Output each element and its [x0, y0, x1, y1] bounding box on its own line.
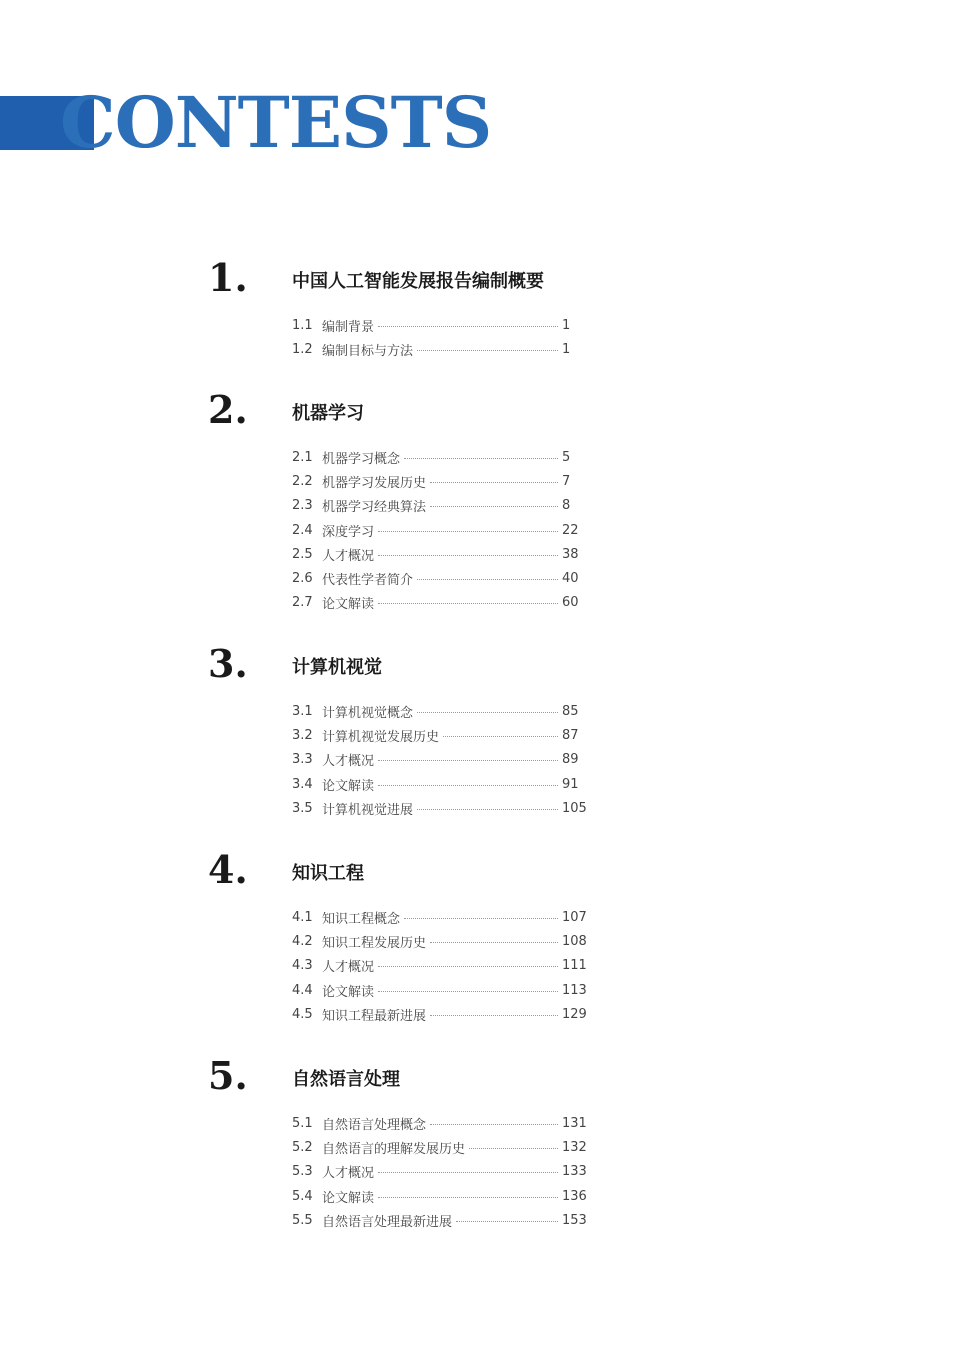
entry-page-number: 129: [562, 1006, 587, 1022]
entry-number: 4.4: [292, 982, 313, 998]
entry-page-number: 8: [562, 498, 571, 514]
entry-number: 1.1: [292, 317, 313, 333]
dot-leader: [417, 350, 558, 351]
entry-title: 人才概况: [322, 548, 375, 564]
toc-entry[interactable]: [292, 1208, 592, 1232]
section-number: 2.: [208, 387, 248, 432]
entry-title: 知识工程发展历史: [322, 935, 427, 951]
dot-leader: [378, 1172, 558, 1173]
toc-entry[interactable]: [292, 591, 592, 615]
dot-leader: [378, 531, 558, 532]
entry-number: 3.4: [292, 776, 313, 792]
toc-entry[interactable]: [292, 494, 592, 518]
toc-entry[interactable]: [292, 1135, 592, 1159]
entry-number: 5.3: [292, 1164, 313, 1180]
dot-leader: [404, 918, 558, 919]
section-number: 1.: [208, 255, 248, 300]
entry-page-number: 87: [562, 727, 579, 743]
entry-number: 2.6: [292, 571, 313, 587]
dot-leader: [378, 966, 558, 967]
entry-title: 代表性学者简介: [322, 573, 414, 589]
entry-page-number: 5: [562, 449, 571, 465]
dot-leader: [404, 458, 558, 459]
dot-leader: [430, 1124, 558, 1125]
toc-entry[interactable]: [292, 337, 592, 361]
dot-leader: [378, 603, 558, 604]
entry-number: 4.5: [292, 1006, 313, 1022]
dot-leader: [378, 326, 558, 327]
entry-title: 计算机视觉发展历史: [322, 729, 440, 745]
entry-title: 计算机视觉概念: [322, 705, 414, 721]
entry-title: 机器学习概念: [322, 451, 401, 467]
entry-page-number: 153: [562, 1212, 587, 1228]
section-number: 5.: [208, 1053, 248, 1098]
section-entries: [292, 699, 592, 820]
section-entries: [292, 905, 592, 1026]
entry-page-number: 108: [562, 933, 587, 949]
entry-title: 计算机视觉进展: [322, 802, 414, 818]
toc-entry[interactable]: [292, 1111, 592, 1135]
toc-entry[interactable]: [292, 518, 592, 542]
section-entries: [292, 1111, 592, 1232]
toc-entry[interactable]: [292, 978, 592, 1002]
dot-leader: [430, 942, 558, 943]
section-title[interactable]: 自然语言处理: [292, 1069, 400, 1090]
toc-entry[interactable]: [292, 772, 592, 796]
entry-page-number: 133: [562, 1164, 587, 1180]
entry-title: 人才概况: [322, 754, 375, 770]
section-entries: [292, 313, 592, 362]
toc-entry[interactable]: [292, 699, 592, 723]
dot-leader: [456, 1221, 558, 1222]
dot-leader: [417, 712, 558, 713]
entry-number: 5.4: [292, 1188, 313, 1204]
toc-entry[interactable]: [292, 566, 592, 590]
section-entries: [292, 445, 592, 615]
dot-leader: [443, 736, 558, 737]
entry-page-number: 107: [562, 909, 587, 925]
dot-leader: [469, 1148, 558, 1149]
toc-entry[interactable]: [292, 445, 592, 469]
entry-title: 编制目标与方法: [322, 343, 414, 359]
entry-title: 自然语言的理解发展历史: [322, 1141, 466, 1157]
entry-page-number: 1: [562, 317, 571, 333]
entry-title: 机器学习经典算法: [322, 500, 427, 516]
dot-leader: [378, 760, 558, 761]
entry-page-number: 22: [562, 522, 579, 538]
toc-entry[interactable]: [292, 748, 592, 772]
entry-title: 人才概况: [322, 1166, 375, 1182]
entry-title: 机器学习发展历史: [322, 475, 427, 491]
entry-number: 3.5: [292, 800, 313, 816]
entry-title: 论文解读: [322, 1190, 375, 1206]
section-title[interactable]: 计算机视觉: [292, 657, 382, 678]
entry-page-number: 40: [562, 571, 579, 587]
dot-leader: [378, 785, 558, 786]
entry-number: 5.1: [292, 1115, 313, 1131]
entry-page-number: 7: [562, 473, 571, 489]
entry-title: 论文解读: [322, 984, 375, 1000]
entry-number: 2.2: [292, 473, 313, 489]
entry-title: 自然语言处理最新进展: [322, 1214, 453, 1230]
dot-leader: [417, 809, 558, 810]
entry-page-number: 131: [562, 1115, 587, 1131]
entry-number: 4.1: [292, 909, 313, 925]
toc-entry[interactable]: [292, 469, 592, 493]
entry-number: 4.3: [292, 958, 313, 974]
entry-page-number: 91: [562, 776, 579, 792]
toc-entry[interactable]: [292, 1184, 592, 1208]
entry-number: 2.3: [292, 498, 313, 514]
page-title: CONTESTS: [60, 81, 492, 164]
entry-title: 论文解读: [322, 778, 375, 794]
entry-number: 2.5: [292, 546, 313, 562]
section-title[interactable]: 机器学习: [292, 403, 364, 424]
entry-number: 5.2: [292, 1139, 313, 1155]
entry-title: 知识工程最新进展: [322, 1008, 427, 1024]
dot-leader: [417, 579, 558, 580]
section-number: 3.: [208, 641, 248, 686]
dot-leader: [378, 555, 558, 556]
entry-number: 2.4: [292, 522, 313, 538]
entry-page-number: 136: [562, 1188, 587, 1204]
dot-leader: [430, 482, 558, 483]
entry-page-number: 85: [562, 703, 579, 719]
dot-leader: [430, 506, 558, 507]
toc-entry[interactable]: [292, 1002, 592, 1026]
dot-leader: [378, 991, 558, 992]
toc-entry[interactable]: [292, 929, 592, 953]
entry-page-number: 89: [562, 752, 579, 768]
entry-number: 1.2: [292, 341, 313, 357]
toc-entry[interactable]: [292, 954, 592, 978]
dot-leader: [430, 1015, 558, 1016]
entry-title: 编制背景: [322, 319, 375, 335]
entry-title: 自然语言处理概念: [322, 1117, 427, 1133]
entry-number: 5.5: [292, 1212, 313, 1228]
entry-number: 2.7: [292, 595, 313, 611]
entry-page-number: 111: [562, 958, 587, 974]
toc-entry[interactable]: [292, 723, 592, 747]
toc-entry[interactable]: [292, 796, 592, 820]
entry-number: 3.3: [292, 752, 313, 768]
entry-page-number: 132: [562, 1139, 587, 1155]
entry-title: 深度学习: [322, 524, 375, 540]
entry-page-number: 60: [562, 595, 579, 611]
toc-entry[interactable]: [292, 1160, 592, 1184]
entry-page-number: 1: [562, 341, 571, 357]
entry-page-number: 105: [562, 800, 587, 816]
entry-number: 3.1: [292, 703, 313, 719]
entry-page-number: 38: [562, 546, 579, 562]
toc-entry[interactable]: [292, 905, 592, 929]
section-title[interactable]: 中国人工智能发展报告编制概要: [292, 271, 544, 292]
entry-title: 论文解读: [322, 597, 375, 613]
entry-number: 3.2: [292, 727, 313, 743]
entry-title: 人才概况: [322, 960, 375, 976]
entry-page-number: 113: [562, 982, 587, 998]
entry-title: 知识工程概念: [322, 911, 401, 927]
entry-number: 2.1: [292, 449, 313, 465]
dot-leader: [378, 1197, 558, 1198]
section-title[interactable]: 知识工程: [292, 863, 364, 884]
toc-entry[interactable]: [292, 542, 592, 566]
section-number: 4.: [208, 847, 248, 892]
toc-entry[interactable]: [292, 313, 592, 337]
entry-number: 4.2: [292, 933, 313, 949]
